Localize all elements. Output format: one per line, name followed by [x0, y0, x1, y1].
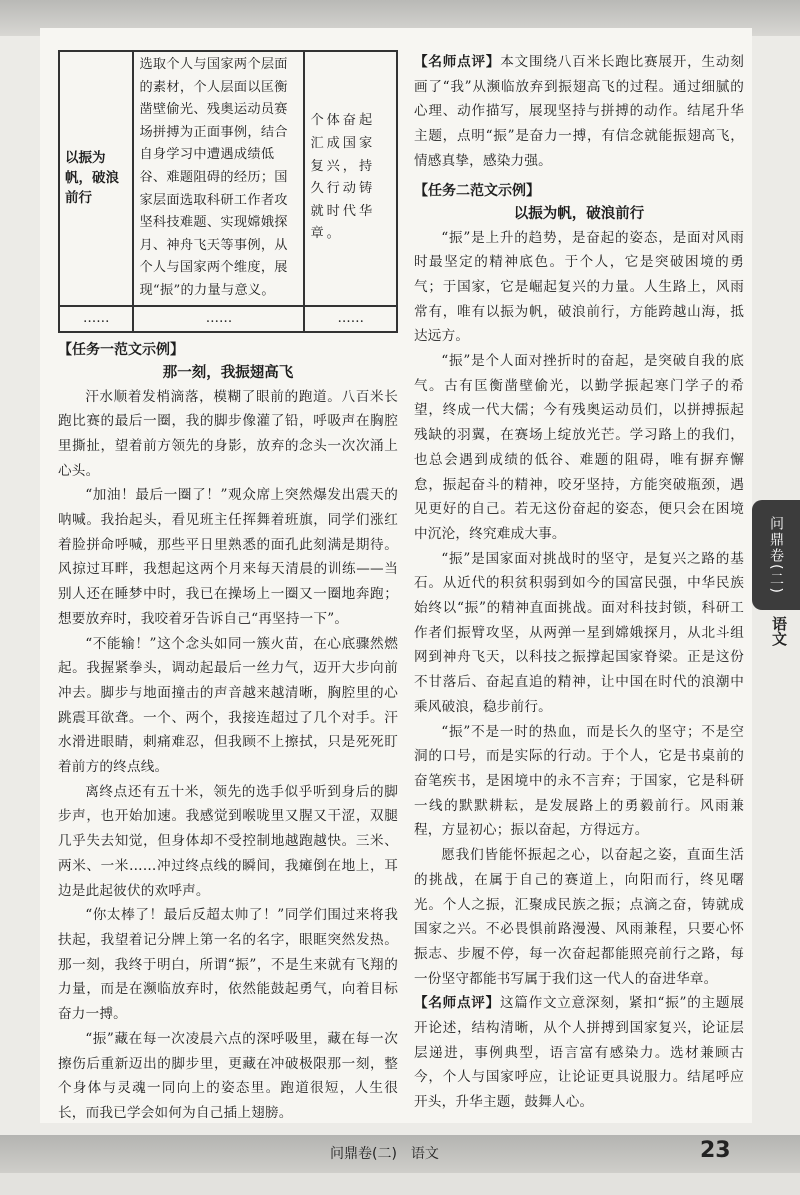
review2-text: 这篇作文立意深刻，紧扣“振”的主题展开论述，结构清晰，从个人拼搏到国家复兴，论证层层递进，事例典型，语言富有感染力。选材兼顾古今，个人与国家呼应，让论证更具说服力。结尾呼应开头，升华主题，鼓舞人心。	[414, 995, 745, 1111]
task2-heading: 【任务二范文示例】	[414, 182, 540, 199]
task1-paragraph: “你太棒了！最后反超太帅了！”同学们围过来将我扶起，我望着记分牌上第一名的名字，眼眶突然发热。那一刻，我终于明白，所谓“振”，不是生来就有飞翔的力量，而是在濒临放弃时，依然能鼓起勇气，向着目标奋力一搏。	[58, 907, 398, 1023]
left-column	[58, 50, 398, 1126]
outline-material-cell: 选取个人与国家两个层面的素材，个人层面以匡衡凿壁偷光、残奥运动员赛场拼搏为正面事例，结合自身学习中遭遇成绩低谷、难题阻碍的经历；国家层面选取科研工作者攻坚科技难题、实现嫦娥探月、神舟飞天等事例，从个人与国家两个维度，展现“振”的力量与意义。	[133, 51, 304, 306]
outline-table	[58, 50, 398, 333]
task2-paragraph: “振”是上升的趋势，是奋起的姿态，是面对风雨时最坚定的精神底色。于个人，它是突破困境的勇气；于国家，它是崛起复兴的力量。人生路上，风雨常有，唯有以振为帆，破浪前行，方能跨越山海，抵达远方。	[414, 229, 744, 345]
task1-paragraph: 汗水顺着发梢滴落，模糊了眼前的跑道。八百米长跑比赛的最后一圈，我的脚步像灌了铅，呼吸声在胸腔里撕扯，望着前方领先的身影，放弃的念头一次次涌上心头。	[58, 388, 398, 479]
review1-tag: 【名师点评】	[414, 54, 501, 70]
review1-block	[414, 50, 744, 174]
task1-heading: 【任务一范文示例】	[58, 341, 184, 358]
task2-paragraph: “振”不是一时的热血，而是长久的坚守；不是空洞的口号，而是实际的行动。于个人，它是书桌前的奋笔疾书，是困境中的永不言弃；于国家，它是科研一线的默默耕耘，是发展路上的勇毅前行。风雨兼程，方显初心；振以奋起，方得远方。	[414, 723, 744, 839]
task2-essay-title: 以振为帆，破浪前行	[513, 205, 645, 222]
side-series-tab: 问鼎卷(二)	[752, 500, 800, 610]
ellipsis-cell: ……	[133, 306, 304, 332]
review1-text: 本文围绕八百米长跑比赛展开，生动刻画了“我”从濒临放弃到振翅高飞的过程。通过细腻的心理、动作描写，展现坚持与拼搏的动作。结尾升华主题，点明“振”是奋力一搏，有信念就能振翅高飞，情感真挚，感染力强。	[414, 54, 745, 169]
review2-tag: 【名师点评】	[414, 995, 500, 1012]
bottom-strip	[0, 1173, 800, 1195]
ellipsis-cell: ……	[304, 306, 397, 332]
ellipsis-cell: ……	[59, 306, 133, 332]
outline-theme-cell: 个体奋起汇成国家复兴，持久行动铸就时代华章。	[304, 51, 397, 306]
task1-paragraph: “振”藏在每一次凌晨六点的深呼吸里，藏在每一次擦伤后重新迈出的脚步里，更藏在冲破极限那一刻，整个身体与灵魂一同向上的姿态里。跑道很短，人生很长，而我已学会如何为自己插上翅膀。	[58, 1030, 398, 1121]
task1-paragraph: “加油！最后一圈了！”观众席上突然爆发出震天的呐喊。我抬起头，看见班主任挥舞着班旗，同学们涨红着脸拼命呼喊，那些平日里熟悉的面孔此刻满是期待。风掠过耳畔，我想起这两个月来每天清晨的训练——当别人还在睡梦中时，我已在操场上一圈又一圈地奔跑；想要放弃时，我咬着牙告诉自己“再坚持一下”。	[58, 487, 398, 627]
task2-paragraph: 愿我们皆能怀振起之心，以奋起之姿，直面生活的挑战，在属于自己的赛道上，向阳而行，终见曙光。个人之振，汇聚成民族之振；点滴之奋，铸就成国家之兴。不必畏惧前路漫漫、风雨兼程，只要心怀振志、步履不停，每一次奋起都能照亮前行之路，每一份坚守都能书写属于我们这一代人的奋进华章。	[414, 847, 744, 987]
page-number: 23	[700, 1138, 731, 1163]
task2-paragraph: “振”是国家面对挑战时的坚守，是复兴之路的基石。从近代的积贫积弱到如今的国富民强，中华民族始终以“振”的精神直面挑战。面对科技封锁，科研工作者们振臂攻坚，从两弹一星到嫦娥探月，从北斗组网到神舟飞天，以科技之振撑起国家脊梁。正是这份不甘落后、奋起直追的精神，让中国在时代的浪潮中乘风破浪，稳步前行。	[414, 550, 744, 715]
table-row	[59, 306, 397, 332]
task2-paragraph: “振”是个人面对挫折时的奋起，是突破自我的底气。古有匡衡凿壁偷光，以勤学振起寒门学子的希望，终成一代大儒；今有残奥运动员们，以拼搏振起残缺的羽翼，在赛场上绽放光芒。学习路上的我们，也总会遇到成绩的低谷、难题的阻碍，唯有摒弃懈怠，振起奋斗的精神，咬牙坚持，方能突破瓶颈，遇见更好的自己。若无这份奋起的姿态，便只会在困境中沉沦，终究难成大事。	[414, 353, 744, 542]
task1-paragraph: 离终点还有五十米，领先的选手似乎听到身后的脚步声，也开始加速。我感觉到喉咙里又腥又干涩，双腿几乎失去知觉，但身体却不受控制地越跑越快。三米、两米、一米……冲过终点线的瞬间，我瘫倒在地上，耳边是此起彼伏的欢呼声。	[58, 783, 398, 899]
side-subject-label: 语文	[770, 616, 788, 646]
document-page	[40, 28, 752, 1123]
table-row	[59, 51, 397, 306]
outline-title-cell: 以振为帆，破浪前行	[59, 51, 133, 306]
right-column	[414, 50, 744, 1115]
review2-block	[414, 991, 744, 1115]
footer-label: 问鼎卷(二) 语文	[330, 1146, 439, 1162]
task1-essay-title: 那一刻，我振翅高飞	[162, 364, 294, 381]
task1-paragraph: “不能输！”这个念头如同一簇火苗，在心底骤然燃起。我握紧拳头，调动起最后一丝力气，迈开大步向前冲去。脚步与地面撞击的声音越来越清晰，胸腔里的心跳震耳欲聋。一个、两个，我接连超过了几个对手。汗水滑进眼睛，刺痛难忍，但我顾不上擦拭，只是死死盯着前方的终点线。	[58, 635, 398, 776]
